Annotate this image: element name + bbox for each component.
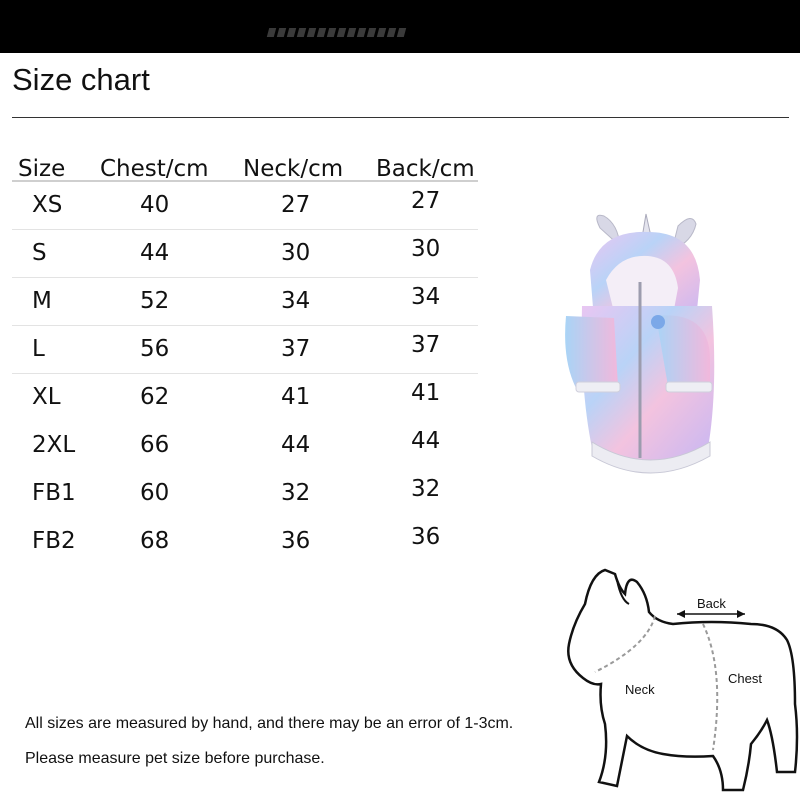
product-image bbox=[560, 210, 770, 495]
cell-back: 34 bbox=[411, 284, 441, 310]
cell-chest: 40 bbox=[140, 192, 170, 218]
cell-chest: 60 bbox=[140, 480, 170, 506]
table-row bbox=[12, 374, 478, 422]
neck-measure-line bbox=[595, 616, 655, 672]
cell-neck: 44 bbox=[281, 432, 311, 458]
cell-back: 44 bbox=[411, 428, 441, 454]
top-banner bbox=[0, 0, 800, 53]
cell-chest: 62 bbox=[140, 384, 170, 410]
cell-neck: 41 bbox=[281, 384, 311, 410]
cell-size: XL bbox=[32, 384, 61, 410]
cell-size: FB1 bbox=[32, 480, 76, 506]
cell-chest: 52 bbox=[140, 288, 170, 314]
cell-size: FB2 bbox=[32, 528, 76, 554]
table-row bbox=[12, 422, 478, 470]
purchase-note: Please measure pet size before purchase. bbox=[25, 750, 325, 767]
table-row bbox=[12, 326, 478, 374]
table-row bbox=[12, 182, 478, 230]
cell-back: 30 bbox=[411, 236, 441, 262]
size-table bbox=[12, 150, 478, 566]
table-row bbox=[12, 230, 478, 278]
cell-size: S bbox=[32, 240, 47, 266]
cell-neck: 32 bbox=[281, 480, 311, 506]
cell-chest: 56 bbox=[140, 336, 170, 362]
cell-size: 2XL bbox=[32, 432, 76, 458]
back-label: Back bbox=[697, 596, 726, 611]
dog-measurement-diagram bbox=[555, 560, 800, 800]
header-neck: Neck/cm bbox=[243, 156, 344, 182]
cell-chest: 68 bbox=[140, 528, 170, 554]
header-size: Size bbox=[18, 156, 66, 182]
cell-back: 41 bbox=[411, 380, 441, 406]
cell-back: 36 bbox=[411, 524, 441, 550]
chest-measure-line bbox=[703, 624, 717, 750]
dog-outline bbox=[568, 570, 797, 790]
header-chest: Chest/cm bbox=[100, 156, 209, 182]
measurement-note: All sizes are measured by hand, and there may be an error of 1-3cm. bbox=[25, 715, 514, 732]
page-title: Size chart bbox=[12, 62, 150, 97]
neck-label: Neck bbox=[625, 682, 655, 697]
table-row bbox=[12, 470, 478, 518]
header-back: Back/cm bbox=[376, 156, 475, 182]
cell-back: 27 bbox=[411, 188, 441, 214]
cell-chest: 44 bbox=[140, 240, 170, 266]
cell-neck: 30 bbox=[281, 240, 311, 266]
cell-chest: 66 bbox=[140, 432, 170, 458]
table-header bbox=[12, 150, 478, 182]
banner-pattern bbox=[268, 28, 408, 38]
table-row bbox=[12, 278, 478, 326]
cell-neck: 34 bbox=[281, 288, 311, 314]
cell-neck: 36 bbox=[281, 528, 311, 554]
cell-neck: 37 bbox=[281, 336, 311, 362]
cell-back: 32 bbox=[411, 476, 441, 502]
cell-size: L bbox=[32, 336, 45, 362]
cell-size: M bbox=[32, 288, 52, 314]
cell-neck: 27 bbox=[281, 192, 311, 218]
cell-size: XS bbox=[32, 192, 63, 218]
cell-back: 37 bbox=[411, 332, 441, 358]
title-divider bbox=[12, 117, 789, 118]
chest-label: Chest bbox=[728, 671, 762, 686]
table-row bbox=[12, 518, 478, 566]
